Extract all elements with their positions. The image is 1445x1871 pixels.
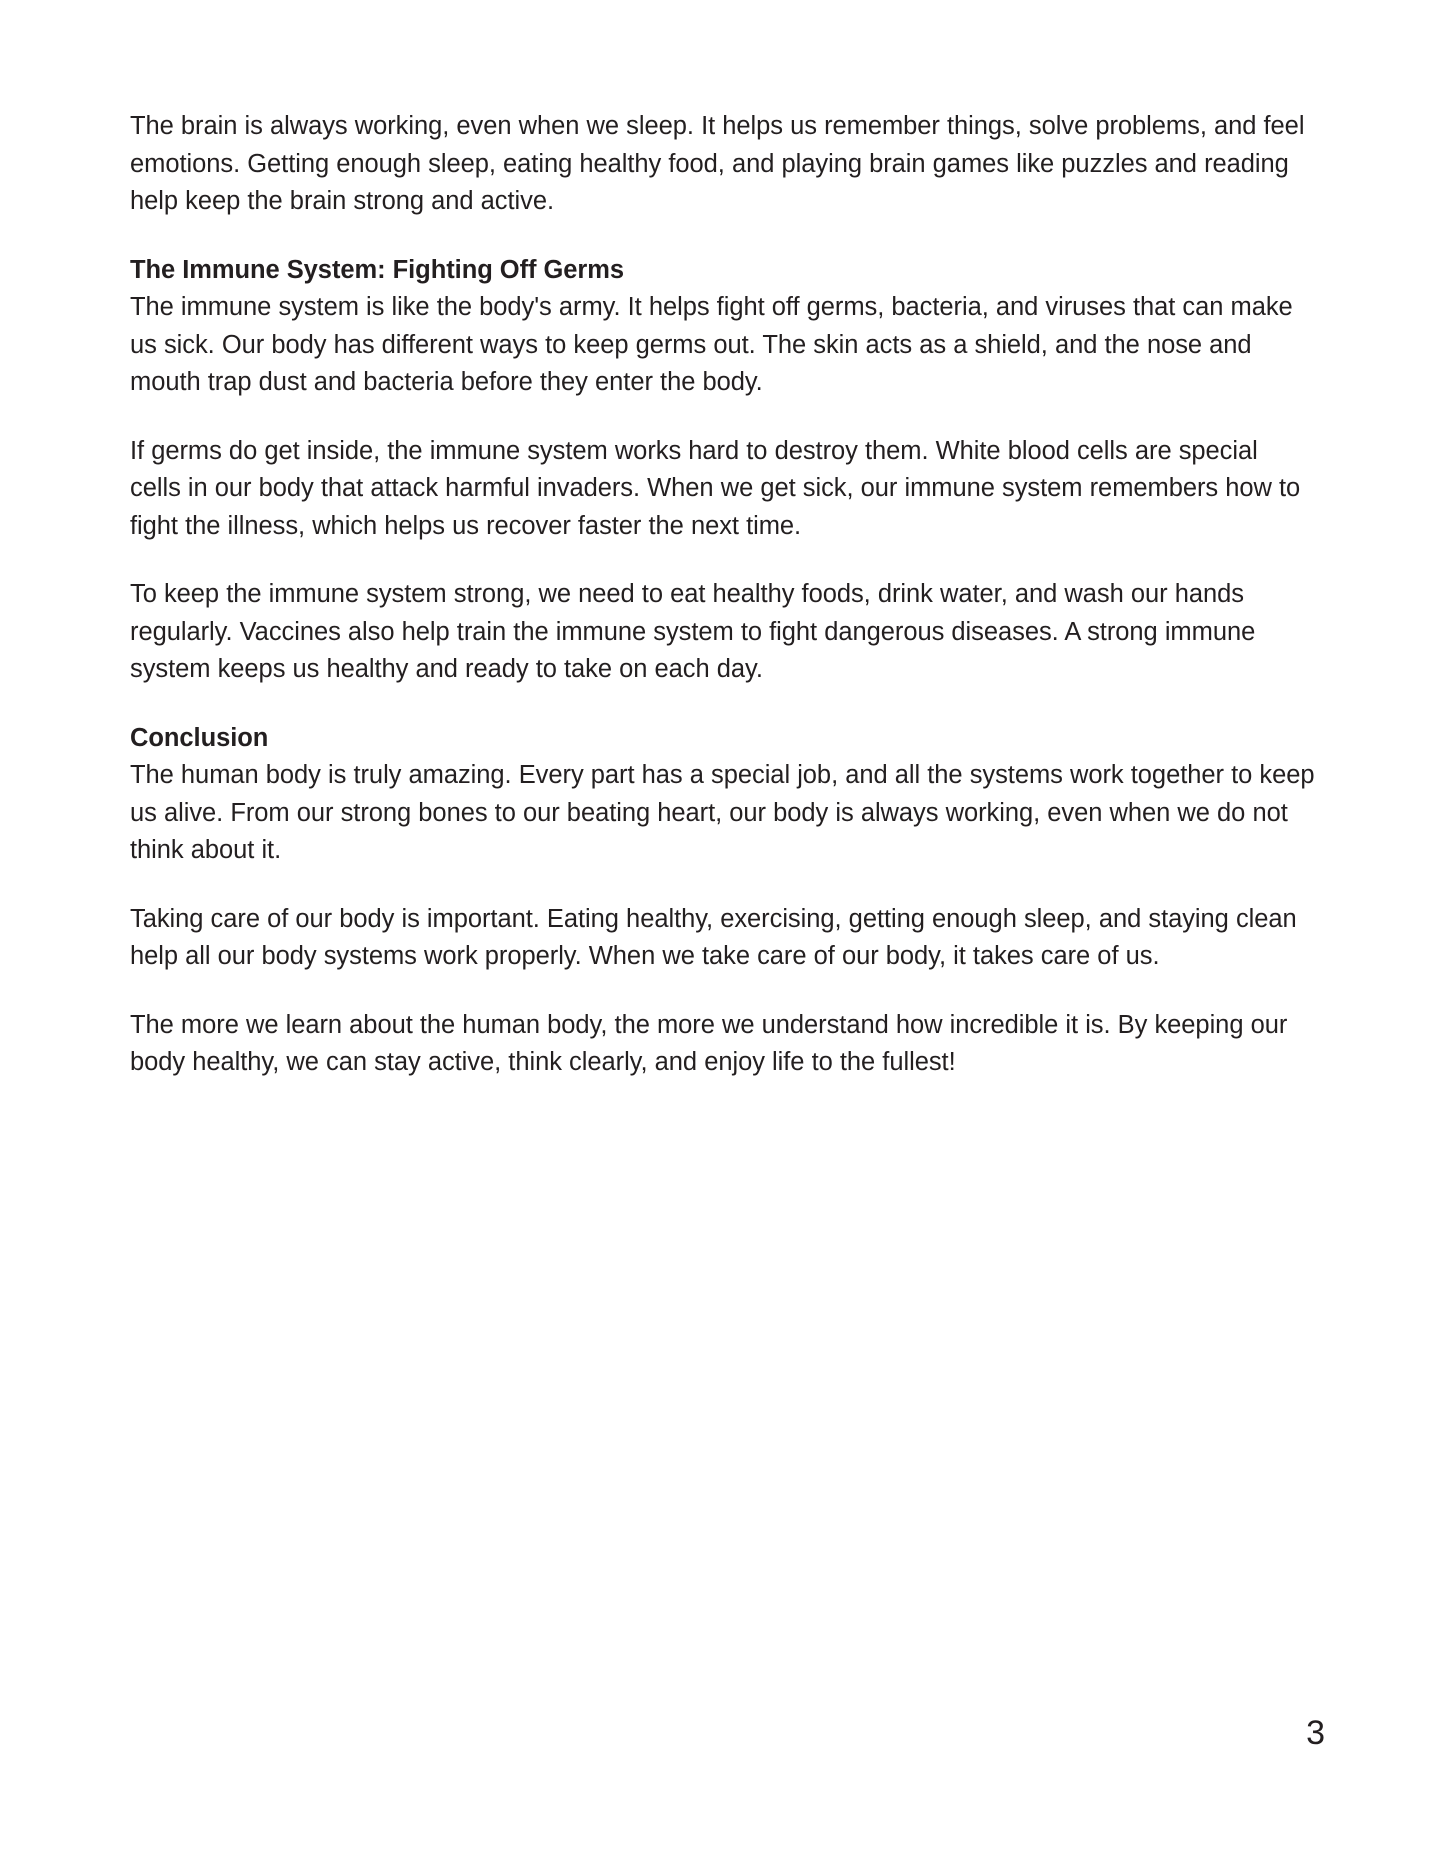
document-body (130, 108, 1315, 1082)
paragraph-taking-care: Taking care of our body is important. Eating healthy, exercising, getting enough sleep, and staying clean help all our body systems work properly. When we take care of our body, it takes care of us. (130, 904, 1297, 970)
paragraph-conclusion-intro: The human body is truly amazing. Every part has a special job, and all the systems work together to keep us alive. From our strong bones to our beating heart, our body is always working, even when we do not think about it. (130, 761, 1315, 864)
paragraph-white-blood-cells: If germs do get inside, the immune system works hard to destroy them. White blood cells are special cells in our body that attack harmful invaders. When we get sick, our immune system remembers how to fight the illness, which helps us recover faster the next time. (130, 436, 1301, 540)
section-heading-immune-system: The Immune System: Fighting Off Germs (130, 255, 625, 284)
paragraph-immune-care: To keep the immune system strong, we need to eat healthy foods, drink water, and wash our hands regularly. Vaccines also help train the immune system to fight dangerous diseases. A strong immune system keeps us healthy and ready to take on each day. (130, 580, 1256, 683)
section-immune-system (130, 252, 1315, 402)
paragraph-brain: The brain is always working, even when we sleep. It helps us remember things, solve problems, and feel emotions. Getting enough sleep, eating healthy food, and playing brain games like puzzles and reading help keep the brain strong and active. (130, 112, 1305, 215)
section-conclusion (130, 720, 1315, 870)
paragraph-immune-intro: The immune system is like the body's army. It helps fight off germs, bacteria, and viruses that can make us sick. Our body has different ways to keep germs out. The skin acts as a shield, and the nose and mouth trap dust and bacteria before they enter the body. (130, 293, 1293, 396)
paragraph-closing: The more we learn about the human body, the more we understand how incredible it is. By keeping our body healthy, we can stay active, think clearly, and enjoy life to the fullest! (130, 1010, 1288, 1076)
page-number: 3 (1306, 1714, 1325, 1752)
section-heading-conclusion: Conclusion (130, 723, 269, 752)
